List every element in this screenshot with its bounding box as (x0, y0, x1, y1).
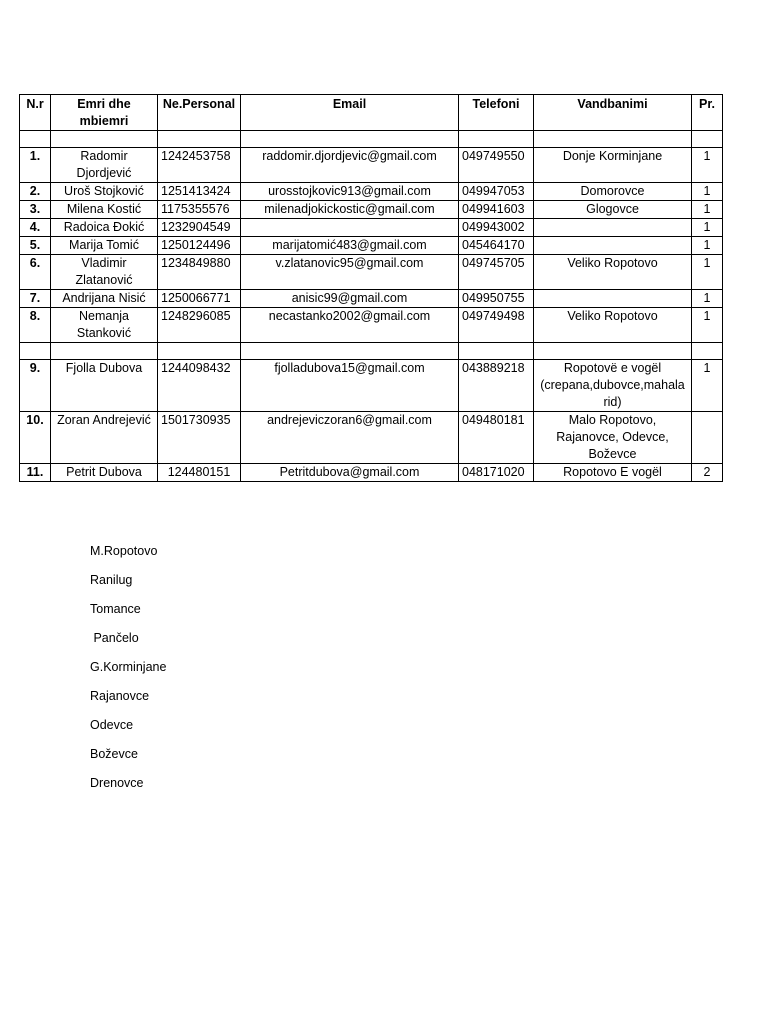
cell-personal: 1232904549 (158, 219, 241, 237)
cell-nr: 8. (20, 308, 51, 343)
cell-nr: 2. (20, 183, 51, 201)
header-name: Emri dhe mbiemri (51, 95, 158, 131)
cell-residence: Veliko Ropotovo (534, 255, 692, 290)
empty-cell (51, 343, 158, 360)
cell-residence: Domorovce (534, 183, 692, 201)
place-item: Drenovce (90, 776, 144, 790)
empty-cell (241, 131, 459, 148)
cell-phone: 043889218 (459, 360, 534, 412)
empty-row (20, 131, 723, 148)
cell-name: Nemanja Stanković (51, 308, 158, 343)
cell-pr: 2 (692, 464, 723, 482)
header-residence: Vandbanimi (534, 95, 692, 131)
cell-nr: 5. (20, 237, 51, 255)
cell-residence: Donje Korminjane (534, 148, 692, 183)
empty-cell (158, 131, 241, 148)
cell-email: marijatomić483@gmail.com (241, 237, 459, 255)
cell-personal: 1248296085 (158, 308, 241, 343)
cell-name: Radomir Djordjević (51, 148, 158, 183)
table-row (20, 183, 723, 201)
cell-name: Marija Tomić (51, 237, 158, 255)
header-email: Email (241, 95, 459, 131)
table-row (20, 148, 723, 183)
cell-nr: 3. (20, 201, 51, 219)
cell-personal: 124480151 (158, 464, 241, 482)
cell-phone: 049749550 (459, 148, 534, 183)
cell-nr: 4. (20, 219, 51, 237)
header-personal: Ne.Personal (158, 95, 241, 131)
cell-phone: 049950755 (459, 290, 534, 308)
table-row (20, 308, 723, 343)
cell-nr: 11. (20, 464, 51, 482)
cell-name: Uroš Stojković (51, 183, 158, 201)
header-phone: Telefoni (459, 95, 534, 131)
cell-name: Milena Kostić (51, 201, 158, 219)
cell-email: Petritdubova@gmail.com (241, 464, 459, 482)
cell-email: fjolladubova15@gmail.com (241, 360, 459, 412)
table-row (20, 412, 723, 464)
cell-email (241, 219, 459, 237)
table-row (20, 360, 723, 412)
cell-residence (534, 290, 692, 308)
cell-pr: 1 (692, 255, 723, 290)
cell-phone: 049943002 (459, 219, 534, 237)
place-item: Pančelo (90, 631, 139, 645)
place-item: Tomance (90, 602, 141, 616)
empty-cell (51, 131, 158, 148)
cell-pr (692, 412, 723, 464)
cell-nr: 10. (20, 412, 51, 464)
empty-cell (459, 343, 534, 360)
cell-email: raddomir.djordjevic@gmail.com (241, 148, 459, 183)
table-row (20, 219, 723, 237)
place-item: G.Korminjane (90, 660, 167, 674)
table-row (20, 237, 723, 255)
place-list (90, 543, 166, 804)
cell-residence (534, 219, 692, 237)
cell-nr: 7. (20, 290, 51, 308)
cell-name: Fjolla Dubova (51, 360, 158, 412)
empty-cell (459, 131, 534, 148)
cell-residence: Ropotovë e vogël (crepana,dubovce,mahala rid) (534, 360, 692, 412)
place-item: Ranilug (90, 573, 133, 587)
place-item: Odevce (90, 718, 134, 732)
cell-residence (534, 237, 692, 255)
cell-pr: 1 (692, 308, 723, 343)
table-header-row (20, 95, 723, 131)
empty-cell (692, 343, 723, 360)
cell-name: Zoran Andrejević (51, 412, 158, 464)
cell-pr: 1 (692, 237, 723, 255)
table-row (20, 464, 723, 482)
cell-nr: 1. (20, 148, 51, 183)
empty-cell (20, 343, 51, 360)
cell-personal: 1250124496 (158, 237, 241, 255)
cell-pr: 1 (692, 183, 723, 201)
cell-pr: 1 (692, 360, 723, 412)
contacts-table (19, 94, 723, 482)
cell-phone: 048171020 (459, 464, 534, 482)
cell-personal: 1501730935 (158, 412, 241, 464)
cell-residence: Veliko Ropotovo (534, 308, 692, 343)
cell-personal: 1250066771 (158, 290, 241, 308)
cell-email: necastanko2002@gmail.com (241, 308, 459, 343)
cell-phone: 049480181 (459, 412, 534, 464)
cell-phone: 049947053 (459, 183, 534, 201)
cell-phone: 049749498 (459, 308, 534, 343)
place-item: Boževce (90, 747, 138, 761)
header-pr: Pr. (692, 95, 723, 131)
cell-personal: 1234849880 (158, 255, 241, 290)
cell-pr: 1 (692, 201, 723, 219)
empty-cell (534, 343, 692, 360)
cell-name: Petrit Dubova (51, 464, 158, 482)
cell-phone: 049941603 (459, 201, 534, 219)
cell-residence: Glogovce (534, 201, 692, 219)
header-nr: N.r (20, 95, 51, 131)
cell-phone: 045464170 (459, 237, 534, 255)
cell-email: urosstojkovic913@gmail.com (241, 183, 459, 201)
table-row (20, 255, 723, 290)
empty-cell (241, 343, 459, 360)
cell-email: milenadjokickostic@gmail.com (241, 201, 459, 219)
table-row (20, 201, 723, 219)
table-row (20, 290, 723, 308)
cell-pr: 1 (692, 148, 723, 183)
cell-name: Vladimir Zlatanović (51, 255, 158, 290)
cell-personal: 1244098432 (158, 360, 241, 412)
cell-residence: Malo Ropotovo, Rajanovce, Odevce, Boževce (534, 412, 692, 464)
cell-residence: Ropotovo E vogël (534, 464, 692, 482)
cell-pr: 1 (692, 219, 723, 237)
cell-nr: 6. (20, 255, 51, 290)
cell-email: v.zlatanovic95@gmail.com (241, 255, 459, 290)
empty-cell (534, 131, 692, 148)
empty-cell (20, 131, 51, 148)
empty-cell (692, 131, 723, 148)
empty-row (20, 343, 723, 360)
place-item: Rajanovce (90, 689, 150, 703)
empty-cell (158, 343, 241, 360)
cell-pr: 1 (692, 290, 723, 308)
cell-nr: 9. (20, 360, 51, 412)
place-item: M.Ropotovo (90, 544, 158, 558)
cell-phone: 049745705 (459, 255, 534, 290)
cell-name: Radoica Đokić (51, 219, 158, 237)
cell-personal: 1242453758 (158, 148, 241, 183)
cell-personal: 1175355576 (158, 201, 241, 219)
cell-email: anisic99@gmail.com (241, 290, 459, 308)
cell-email: andrejeviczoran6@gmail.com (241, 412, 459, 464)
cell-name: Andrijana Nisić (51, 290, 158, 308)
cell-personal: 1251413424 (158, 183, 241, 201)
